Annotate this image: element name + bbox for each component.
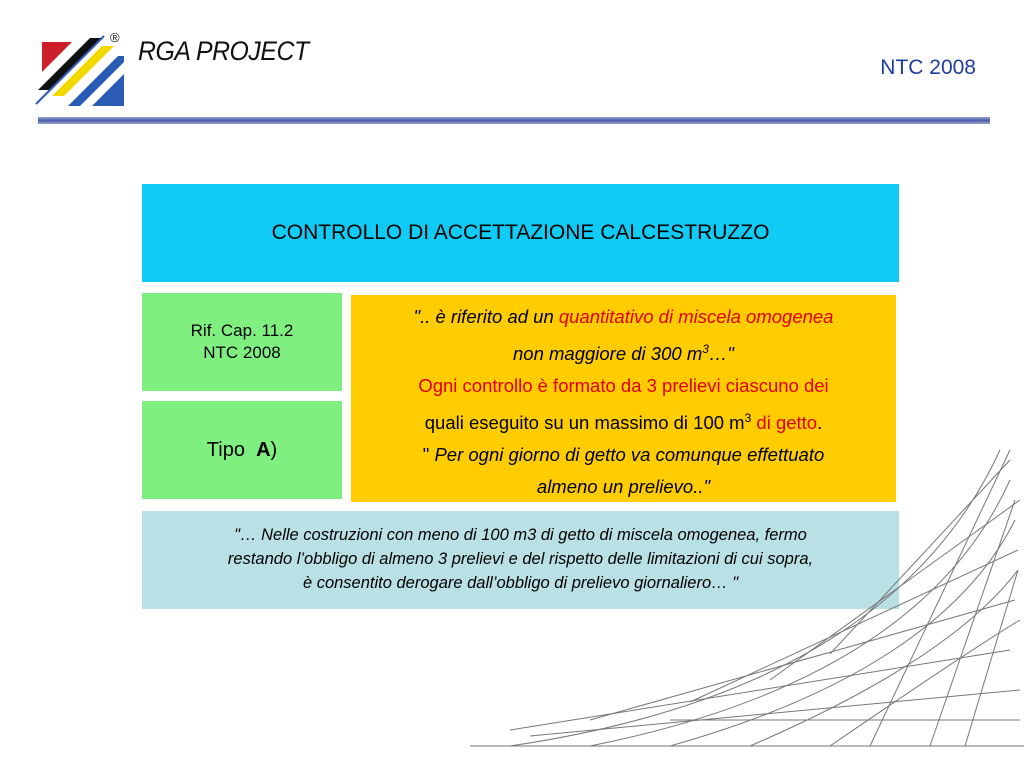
slide-title: CONTROLLO DI ACCETTAZIONE CALCESTRUZZO [271,221,770,244]
type-prefix: Tipo [206,438,245,461]
reference-line-2: NTC 2008 [203,343,281,362]
note-line-2: restando l’obbligo di almeno 3 prelievi e del rispetto delle limitazioni di cui sopra, [227,550,814,568]
quote-line-4: quali eseguito su un massimo di 100 $m^3$ di getto. [424,411,823,434]
reference-line-1: Rif. Cap. 11.2 [190,321,294,340]
type-suffix: ) [270,438,278,461]
quote-line-1: ".. è riferito ad un quantitativo di miscela omogenea [413,306,834,327]
header-divider [38,117,990,124]
quote-line-5: " Per ogni giorno di getto va comunque effettuato [422,444,825,466]
registered-mark: ® [110,30,120,45]
note-line-3: è consentito derogare dall’obbligo di prelievo giornaliero… " [302,574,739,592]
type-letter: A [256,438,271,461]
doc-reference: NTC 2008 [880,56,976,79]
quote-line-3: Ogni controllo è formato da 3 prelievi ciascuno dei [418,375,829,397]
brand-name: RGA PROJECT [138,36,309,66]
title-box [142,184,899,282]
type-box [142,401,342,499]
quote-line-6: almeno un prelievo.." [536,476,711,498]
decorative-line-curves [470,440,1024,768]
quote-line-2: non maggiore di 300 $m^3\dots$" [513,342,734,365]
reference-box [142,293,342,391]
note-line-1: "… Nelle costruzioni con meno di 100 m3 di getto di miscela omogenea, fermo [234,526,807,544]
